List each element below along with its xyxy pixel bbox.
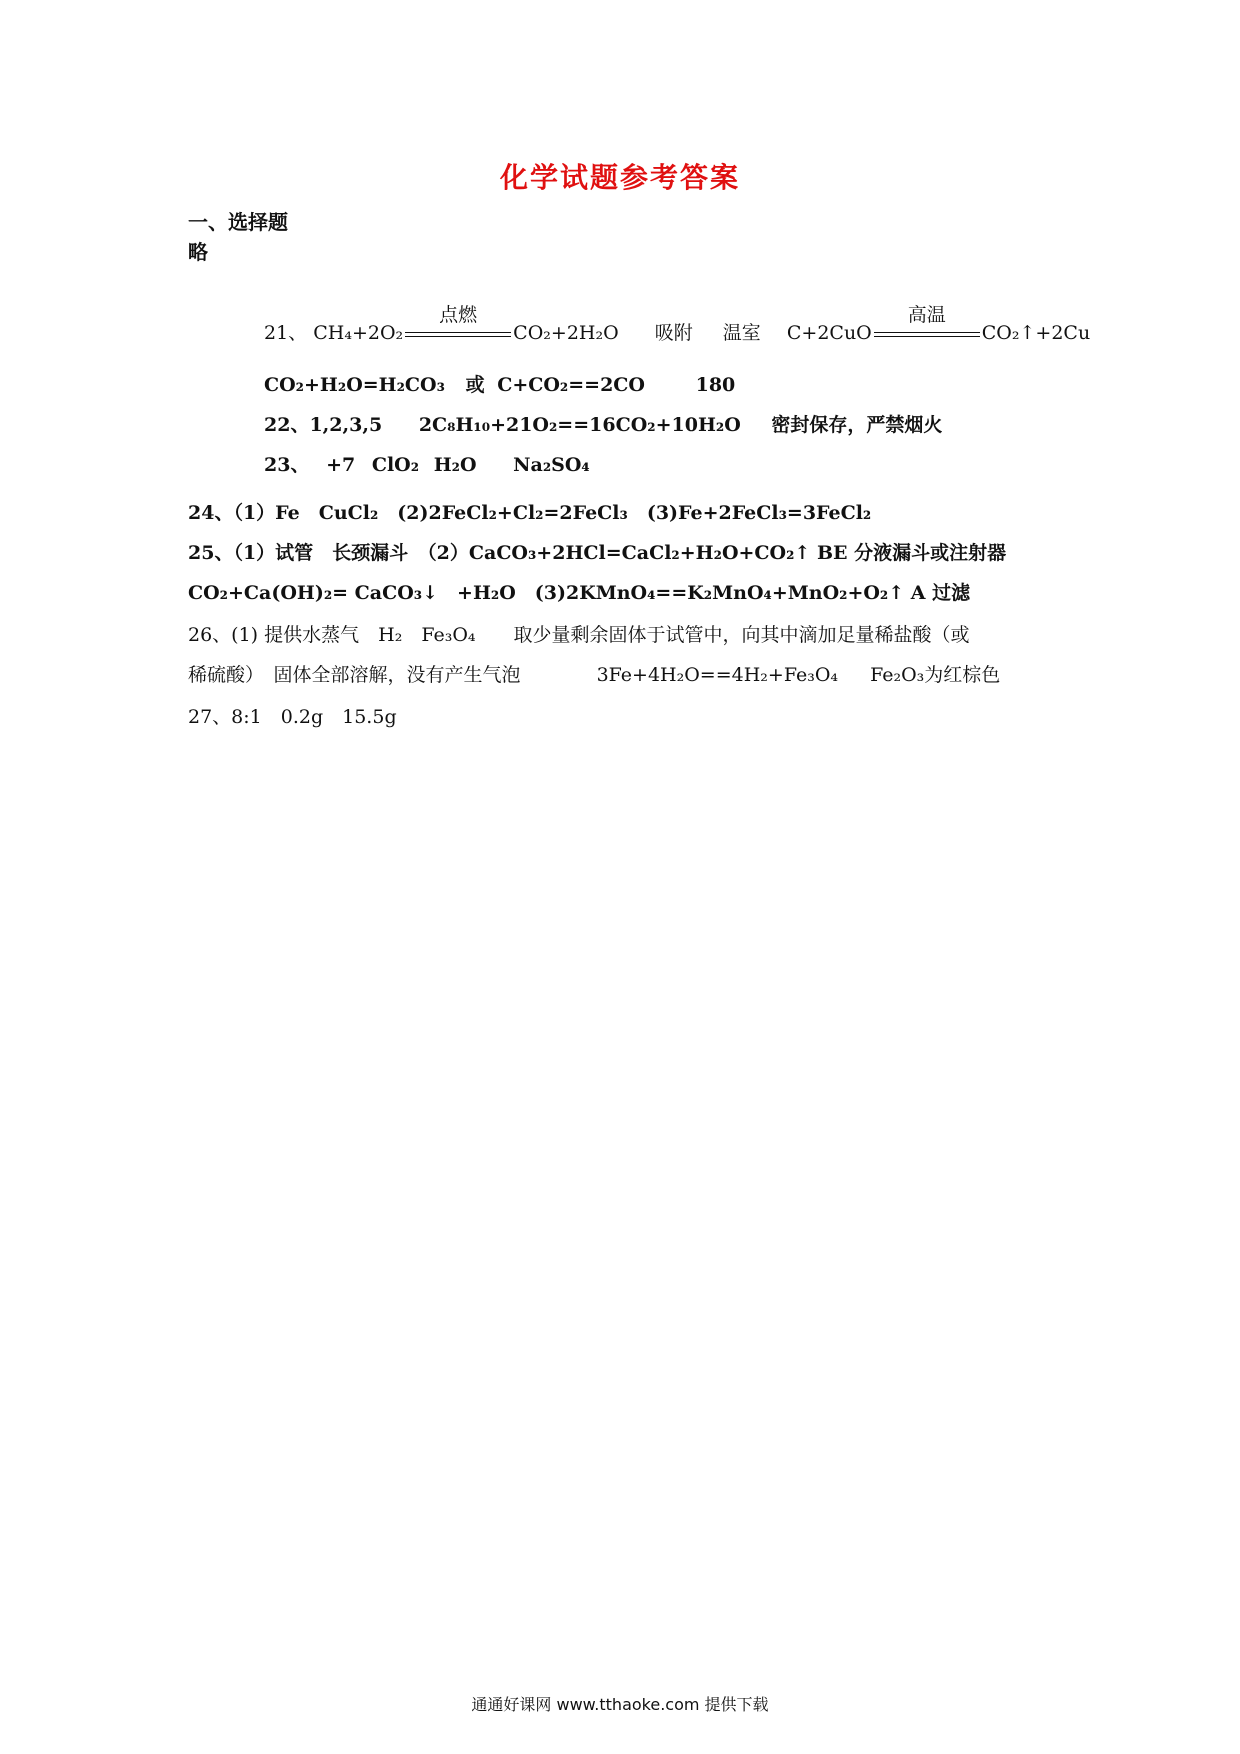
q21-num: 21、 [264,322,308,344]
answer-25-line1: 25、（1）试管 长颈漏斗 （2）CaCO₃+2HCl=CaCl₂+H₂O+CO₂↑ BE 分液漏斗或注射器 [188,542,1007,564]
footer-credit: 通通好课网 www.tthaoke.com 提供下载 [471,1695,769,1714]
q21-eq3: CO₂+H₂O=H₂CO₃ [264,374,445,396]
q21-eq1-right: CO₂+2H₂O [513,322,619,344]
q23-answer-2: ClO₂ [371,454,420,476]
q21-eq1-left: CH₄+2O₂ [313,322,404,344]
answer-21-line2 [264,370,735,397]
answer-24: 24、（1）Fe CuCl₂ (2)2FeCl₂+Cl₂=2FeCl₃ (3)Fe+2FeCl₃=3FeCl₂ [188,502,872,524]
q23-answer-4: Na₂SO₄ [513,454,590,476]
q21-answer-2: 吸附 [654,322,693,344]
q26-part-c: Fe₂O₃为红棕色 [870,664,1001,686]
q21-eq1-condition-label: 点燃 [439,304,478,326]
page-title: 化学试题参考答案 [499,161,740,194]
q21-eq2-right: CO₂↑+2Cu [981,322,1091,344]
q21-eq4: C+CO₂==2CO [497,374,645,396]
q21-eq2-left: C+2CuO [786,322,872,344]
answer-22 [264,410,942,437]
q22-answer-2: 2C₈H₁₀+21O₂==16CO₂+10H₂O [418,414,741,436]
answer-25-line2: CO₂+Ca(OH)₂= CaCO₃↓ +H₂O (3)2KMnO₄==K₂MnO₄+MnO₂+O₂↑ A 过滤 [188,582,971,604]
q23-answer-1: +7 [326,454,356,476]
q21-eq1-arrow [405,332,511,337]
answer-27: 27、8:1 0.2g 15.5g [188,706,397,728]
section-heading: 一、选择题 [188,210,288,234]
q21-or: 或 [465,374,485,396]
q23-answer-3: H₂O [433,454,477,476]
q21-eq2-condition [872,304,982,344]
answer-21-line1 [264,304,1091,345]
q23-num: 23、 [264,454,310,476]
q21-eq2-condition-label: 高温 [907,304,946,326]
q22-answer-3: 密封保存，严禁烟火 [771,414,943,436]
q22-answer-1: 1,2,3,5 [309,414,383,436]
section-body: 略 [188,240,208,264]
answer-26-line1: 26、(1) 提供水蒸气 H₂ Fe₃O₄ 取少量剩余固体于试管中，向其中滴加足量稀盐酸（或 [188,624,970,646]
q26-part-b: 3Fe+4H₂O==4H₂+Fe₃O₄ [596,664,839,686]
q21-eq2-arrow [874,332,980,337]
answer-23 [264,450,590,477]
answer-26-line2 [188,660,1000,687]
q21-eq1-condition [403,304,513,344]
q26-part-a: 稀硫酸） 固体全部溶解，没有产生气泡 [188,664,521,686]
q21-answer-3: 温室 [722,322,761,344]
q21-value: 180 [695,374,736,396]
q22-num: 22、 [264,414,310,436]
